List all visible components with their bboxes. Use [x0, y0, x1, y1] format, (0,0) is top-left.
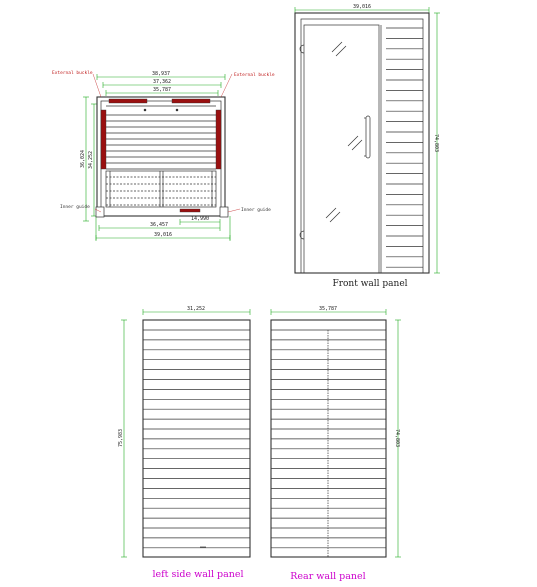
plan-heaters [101, 99, 221, 212]
hinge-bottom [300, 231, 304, 239]
front-wall-panel [295, 4, 440, 289]
left-dim-height: 75,983 [118, 428, 124, 448]
rear-dim-width: 35,787 [318, 306, 338, 312]
plan-dim-top-inner: 35,787 [152, 87, 172, 93]
plan-view [52, 70, 275, 241]
rear-panel-title: Rear wall panel [290, 571, 366, 582]
front-dim-width: 39,016 [352, 4, 372, 10]
rear-wall-panel [271, 306, 401, 582]
front-dimension-lines [295, 7, 440, 273]
plan-dim-top-mid: 37,362 [152, 79, 172, 85]
door-handle [366, 116, 370, 158]
plan-dim-bottom-outer: 39,016 [153, 232, 173, 238]
glass-reflections [326, 42, 362, 222]
plan-backrest [106, 106, 216, 169]
callout-external-buckle-left: External buckle [52, 71, 93, 76]
plan-dim-top-outer: 38,937 [151, 71, 171, 77]
callout-inner-guide-right: Inner guide [241, 208, 271, 213]
front-panel-title: Front wall panel [332, 279, 408, 289]
hinge-top [300, 45, 304, 53]
front-side-slats [386, 28, 423, 267]
plan-dim-bottom-inner: 36,457 [149, 222, 169, 228]
rear-dimension-lines [271, 309, 401, 557]
plan-dim-door-opening: 14,990 [190, 216, 210, 222]
rear-panel-slats [271, 330, 386, 548]
rear-dim-height: 74,803 [394, 428, 400, 448]
left-panel-slats [143, 330, 250, 548]
plan-dim-left-outer: 36,024 [80, 149, 86, 169]
left-dim-width: 31,252 [186, 306, 206, 312]
callout-inner-guide-left: Inner guide [60, 205, 90, 210]
left-side-wall-panel [118, 306, 250, 580]
plan-dim-left-inner: 34,252 [88, 150, 94, 170]
callout-external-buckle-right: External buckle [234, 73, 275, 78]
left-dimension-lines [121, 309, 250, 557]
left-panel-title: left side wall panel [152, 569, 244, 580]
front-dim-height: 74,803 [433, 133, 439, 153]
plan-bench [106, 171, 216, 207]
